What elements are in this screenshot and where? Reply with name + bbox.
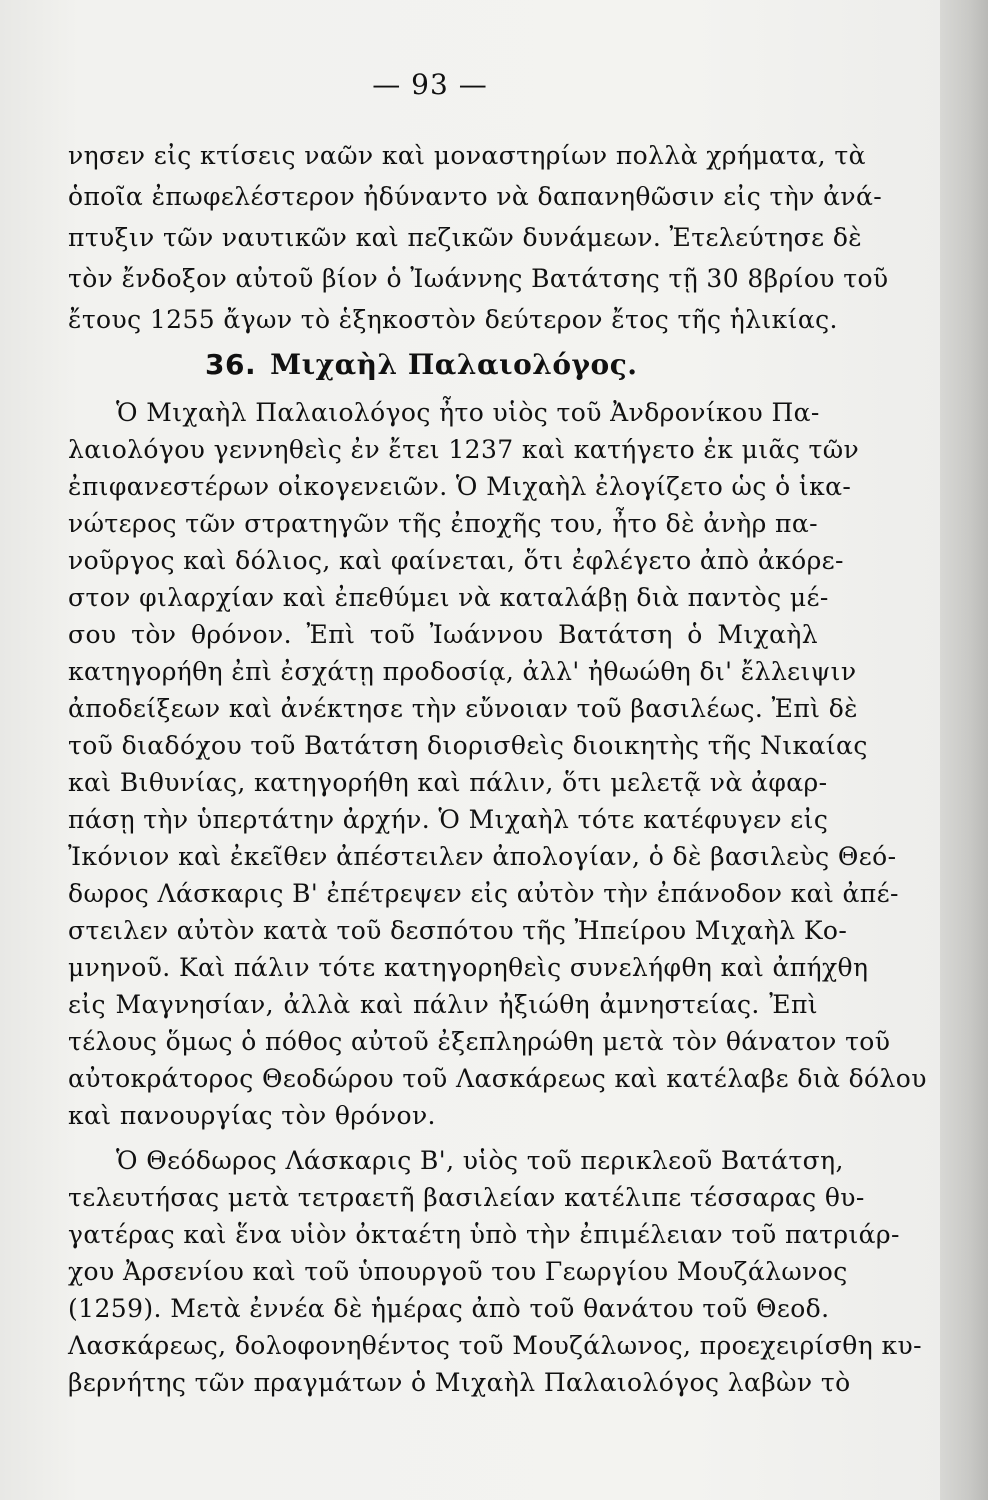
- text-line: Ὁ Μιχαὴλ Παλαιολόγος ἦτο υἱὸς τοῦ Ἀνδρονίκου Πα-: [116, 398, 820, 427]
- text-line: (1259). Μετὰ ἐννέα δὲ ἡμέρας ἀπὸ τοῦ θανάτου τοῦ Θεοδ.: [68, 1294, 830, 1323]
- text-line: γατέρας καὶ ἕνα υἱὸν ὀκταέτη ὑπὸ τὴν ἐπιμέλειαν τοῦ πατριάρ-: [68, 1220, 900, 1249]
- text-line: μνηνοῦ. Καὶ πάλιν τότε κατηγορηθεὶς συνελήφθη καὶ ἀπήχθη: [68, 953, 869, 982]
- section-number: 36.: [205, 348, 257, 381]
- text-line: κατηγορήθη ἐπὶ ἐσχάτῃ προδοσίᾳ, ἀλλ' ἠθωώθη δι' ἔλλειψιν: [68, 657, 857, 686]
- text-line: τέλους ὅμως ὁ πόθος αὐτοῦ ἐξεπληρώθη μετὰ τὸν θάνατον τοῦ: [68, 1027, 891, 1056]
- text-line: χου Ἀρσενίου καὶ τοῦ ὑπουργοῦ του Γεωργίου Μουζάλωνος: [68, 1257, 848, 1286]
- text-line: τελευτήσας μετὰ τετραετῆ βασιλείαν κατέλιπε τέσσαρας θυ-: [68, 1183, 865, 1212]
- text-line: τὸν ἔνδοξον αὐτοῦ βίον ὁ Ἰωάννης Βατάτσης τῇ 30 8βρίου τοῦ: [68, 264, 889, 293]
- text-line: Ἰκόνιον καὶ ἐκεῖθεν ἀπέστειλεν ἀπολογίαν, ὁ δὲ βασιλεὺς Θεό-: [68, 842, 897, 871]
- text-line: εἰς Μαγνησίαν, ἀλλὰ καὶ πάλιν ἠξιώθη ἀμνηστείας. Ἐπὶ: [68, 990, 818, 1019]
- page-spine-shadow: [940, 0, 988, 1500]
- text-line: καὶ Βιθυνίας, κατηγορήθη καὶ πάλιν, ὅτι μελετᾷ νὰ ἀφαρ-: [68, 768, 828, 797]
- page-number: — 93 —: [372, 68, 488, 101]
- text-line: αὐτοκράτορος Θεοδώρου τοῦ Λασκάρεως καὶ κατέλαβε διὰ δόλου: [68, 1064, 927, 1093]
- text-line: πάσῃ τὴν ὑπερτάτην ἀρχήν. Ὁ Μιχαὴλ τότε κατέφυγεν εἰς: [68, 805, 829, 834]
- text-line: Λασκάρεως, δολοφονηθέντος τοῦ Μουζάλωνος, προεχειρίσθη κυ-: [68, 1331, 922, 1360]
- text-line: δωρος Λάσκαρις Β' ἐπέτρεψεν εἰς αὐτὸν τὴν ἐπάνοδον καὶ ἀπέ-: [68, 879, 899, 908]
- text-line: νοῦργος καὶ δόλιος, καὶ φαίνεται, ὅτι ἐφλέγετο ἀπὸ ἀκόρε-: [68, 546, 844, 575]
- text-line: τοῦ διαδόχου τοῦ Βατάτση διορισθεὶς διοικητὴς τῆς Νικαίας: [68, 731, 868, 760]
- section-title: Μιχαὴλ Παλαιολόγος.: [270, 348, 638, 381]
- section-heading: [205, 348, 638, 381]
- text-line: λαιολόγου γεννηθεὶς ἐν ἔτει 1237 καὶ κατήγετο ἐκ μιᾶς τῶν: [68, 435, 860, 464]
- text-line: βερνήτης τῶν πραγμάτων ὁ Μιχαὴλ Παλαιολόγος λαβὼν τὸ: [68, 1368, 851, 1397]
- text-line: νώτερος τῶν στρατηγῶν τῆς ἐποχῆς του, ἦτο δὲ ἀνὴρ πα-: [68, 509, 818, 538]
- text-line: στειλεν αὐτὸν κατὰ τοῦ δεσπότου τῆς Ἠπείρου Μιχαὴλ Κο-: [68, 916, 848, 945]
- text-line: σου τὸν θρόνον. Ἐπὶ τοῦ Ἰωάννου Βατάτση ὁ Μιχαὴλ: [68, 620, 818, 649]
- text-line: ἐπιφανεστέρων οἰκογενειῶν. Ὁ Μιχαὴλ ἐλογίζετο ὡς ὁ ἱκα-: [68, 472, 852, 501]
- text-line: ἀποδείξεων καὶ ἀνέκτησε τὴν εὔνοιαν τοῦ βασιλέως. Ἐπὶ δὲ: [68, 694, 858, 723]
- text-line: καὶ πανουργίας τὸν θρόνον.: [68, 1101, 436, 1130]
- text-line: ἔτους 1255 ἄγων τὸ ἑξηκοστὸν δεύτερον ἔτος τῆς ἡλικίας.: [68, 305, 838, 334]
- text-line: στον φιλαρχίαν καὶ ἐπεθύμει νὰ καταλάβῃ διὰ παντὸς μέ-: [68, 583, 829, 612]
- text-line: πτυξιν τῶν ναυτικῶν καὶ πεζικῶν δυνάμεων. Ἐτελεύτησε δὲ: [68, 223, 863, 252]
- text-line: ὁποῖα ἐπωφελέστερον ἠδύναντο νὰ δαπανηθῶσιν εἰς τὴν ἀνά-: [68, 182, 883, 211]
- text-line: Ὁ Θεόδωρος Λάσκαρις Β', υἱὸς τοῦ περικλεοῦ Βατάτση,: [116, 1146, 844, 1175]
- text-line: νησεν εἰς κτίσεις ναῶν καὶ μοναστηρίων πολλὰ χρήματα, τὰ: [68, 141, 866, 170]
